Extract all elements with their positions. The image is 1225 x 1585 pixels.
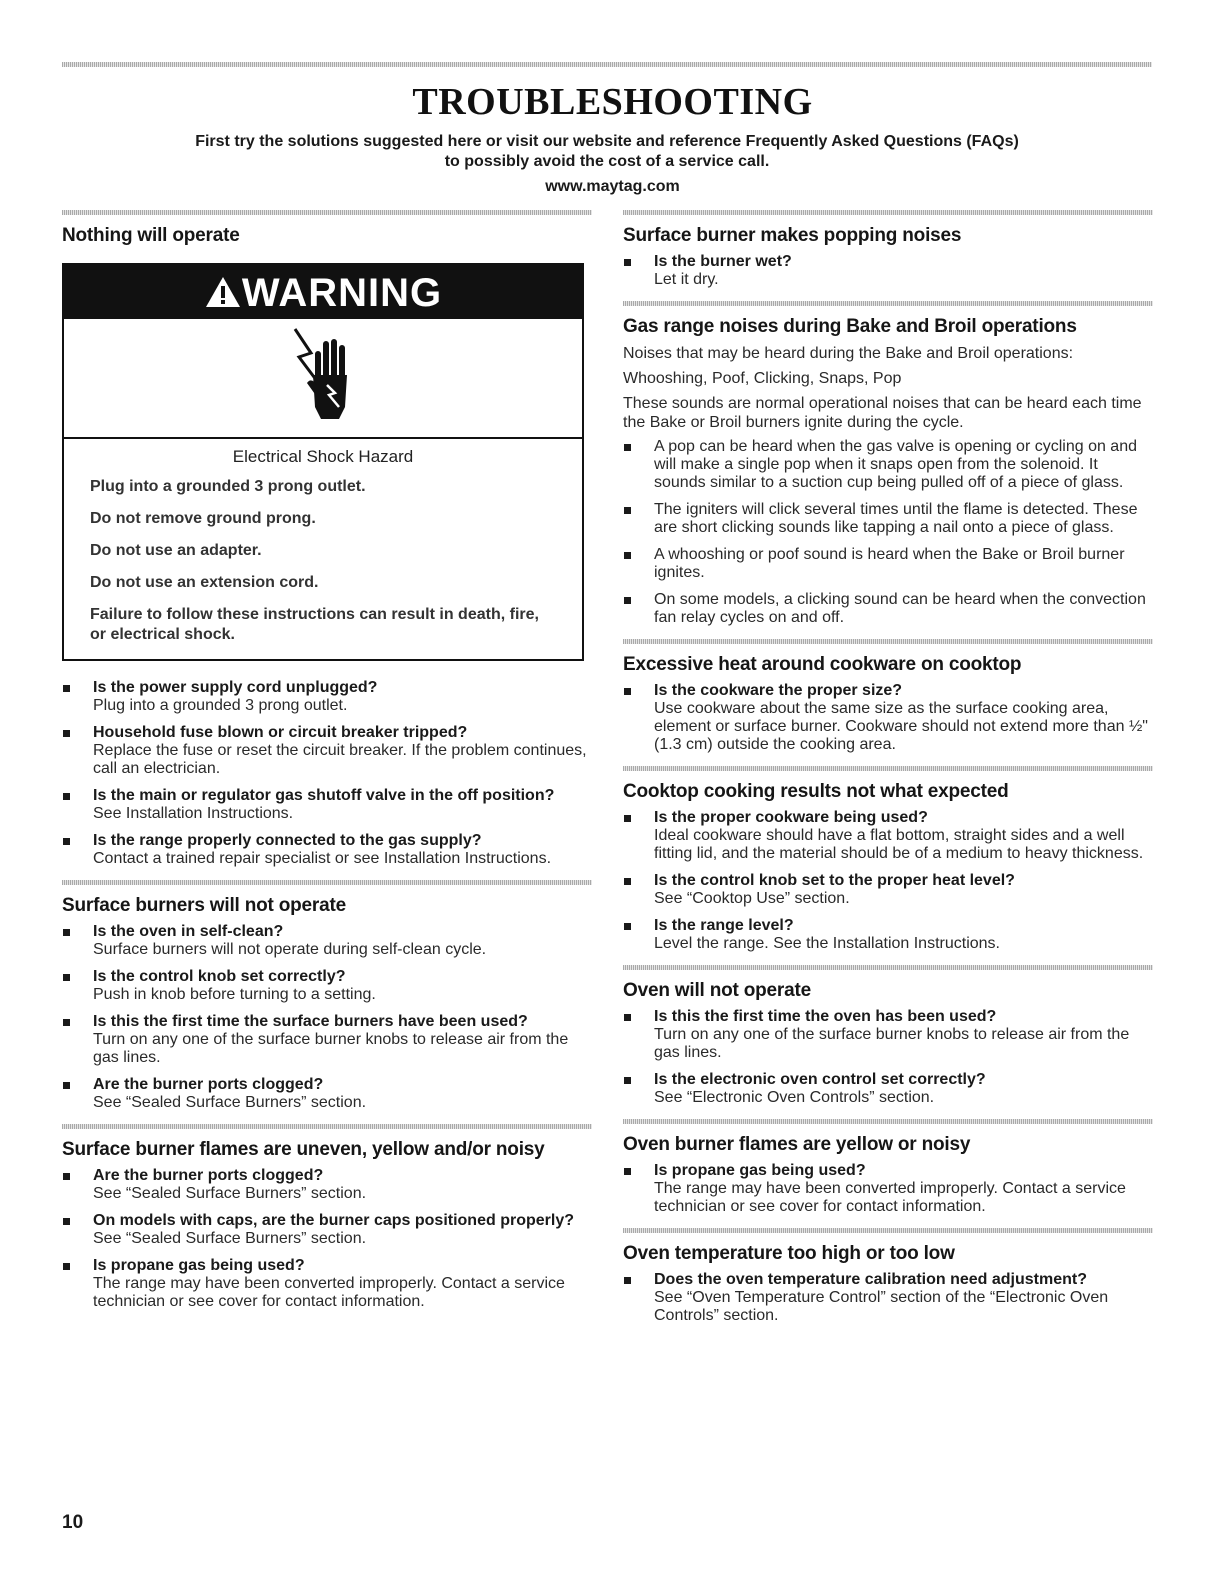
question-list <box>623 253 1153 289</box>
intro-text <box>62 132 1152 172</box>
section-excessive-heat <box>623 639 1153 754</box>
list-item <box>623 546 1153 582</box>
warning-symbol-area <box>64 319 582 439</box>
answer: Use cookware about the same size as the surface cooking area, element or surface burner. Cookware should not extend more than ½" (1.3 cm) outside the cooking area. <box>654 700 1148 753</box>
section-title: Nothing will operate <box>62 225 240 246</box>
list-item <box>62 968 592 1004</box>
section-title: Surface burners will not operate <box>62 895 346 916</box>
question: Is this the first time the oven has been used? <box>654 1008 997 1025</box>
question: Is propane gas being used? <box>93 1257 305 1274</box>
list-item <box>62 1212 592 1248</box>
question: Is propane gas being used? <box>654 1162 866 1179</box>
noise-list <box>623 438 1153 627</box>
question-list <box>623 1162 1153 1216</box>
list-item <box>62 1167 592 1203</box>
list-item <box>62 1013 592 1067</box>
question-list <box>623 809 1153 953</box>
answer: Turn on any one of the surface burner knobs to release air from the gas lines. <box>654 1026 1130 1061</box>
answer: Push in knob before turning to a setting. <box>93 986 376 1003</box>
answer: See “Electronic Oven Controls” section. <box>654 1089 935 1106</box>
item-text: A pop can be heard when the gas valve is opening or cycling on and will make a single pop when it snaps open from the solenoid. It sounds similar to a suction cup being pulled off of a piece of glass. <box>654 438 1137 491</box>
list-item <box>62 787 592 823</box>
section-surface-burners-will-not-operate <box>62 880 592 1112</box>
hazard-name: Electrical Shock Hazard <box>232 447 414 466</box>
intro-line-2: to possibly avoid the cost of a service call. <box>444 153 770 170</box>
question-list <box>623 1271 1153 1325</box>
question-list <box>62 679 592 868</box>
question-list <box>62 923 592 1112</box>
section-divider <box>62 210 592 215</box>
list-item <box>623 1162 1153 1216</box>
answer: Contact a trained repair specialist or see Installation Instructions. <box>93 850 552 867</box>
paragraph: Whooshing, Poof, Clicking, Snaps, Pop <box>623 370 902 387</box>
left-column <box>62 210 592 1323</box>
section-divider <box>623 210 1153 215</box>
question: On models with caps, are the burner caps positioned properly? <box>93 1212 574 1229</box>
answer: Turn on any one of the surface burner knobs to release air from the gas lines. <box>93 1031 569 1066</box>
list-item <box>623 809 1153 863</box>
list-item <box>623 438 1153 492</box>
answer: Let it dry. <box>654 271 719 288</box>
warning-line: Failure to follow these instructions can result in death, fire, or electrical shock. <box>90 606 539 643</box>
section-divider <box>623 1119 1153 1124</box>
list-item <box>623 591 1153 627</box>
list-item <box>623 1271 1153 1325</box>
warning-header <box>64 265 582 319</box>
section-gas-range-noises <box>623 301 1153 627</box>
warning-body <box>64 439 582 659</box>
section-cooktop-results <box>623 766 1153 953</box>
question: Is the electronic oven control set correctly? <box>654 1071 986 1088</box>
section-title: Oven temperature too high or too low <box>623 1243 955 1264</box>
section-oven-temperature <box>623 1228 1153 1325</box>
list-item <box>62 724 592 778</box>
question: Is the power supply cord unplugged? <box>93 679 378 696</box>
question-list <box>623 682 1153 754</box>
answer: The range may have been converted improperly. Contact a service technician or see cover for contact information. <box>93 1275 565 1310</box>
question: Is the control knob set to the proper heat level? <box>654 872 1015 889</box>
list-item <box>62 1076 592 1112</box>
intro-line-1: First try the solutions suggested here or visit our website and reference Frequently Asked Questions (FAQs) <box>195 133 1019 150</box>
section-title: Cooktop cooking results not what expected <box>623 781 1009 802</box>
question: Is the cookware the proper size? <box>654 682 903 699</box>
list-item <box>62 832 592 868</box>
question: Is the control knob set correctly? <box>93 968 346 985</box>
question: Is the main or regulator gas shutoff valve in the off position? <box>93 787 555 804</box>
item-text: A whooshing or poof sound is heard when the Bake or Broil burner ignites. <box>654 546 1125 581</box>
question: Is the oven in self-clean? <box>93 923 284 940</box>
question: Is the range properly connected to the gas supply? <box>93 832 482 849</box>
section-divider <box>623 766 1153 771</box>
section-title: Oven will not operate <box>623 980 811 1001</box>
top-divider <box>62 62 1152 67</box>
section-divider <box>623 301 1153 306</box>
item-text: On some models, a clicking sound can be heard when the convection fan relay cycles on and off. <box>654 591 1146 626</box>
question: Is the burner wet? <box>654 253 792 270</box>
answer: Surface burners will not operate during self-clean cycle. <box>93 941 487 958</box>
list-item <box>62 1257 592 1311</box>
question-list <box>623 1008 1153 1107</box>
answer: Ideal cookware should have a flat bottom, straight sides and a well fitting lid, and the material should be of a medium to heavy thickness. <box>654 827 1144 862</box>
section-title: Surface burner makes popping noises <box>623 225 962 246</box>
section-divider <box>623 965 1153 970</box>
answer: See “Sealed Surface Burners” section. <box>93 1230 367 1247</box>
section-title: Oven burner flames are yellow or noisy <box>623 1134 971 1155</box>
list-item <box>623 917 1153 953</box>
answer: See “Cooktop Use” section. <box>654 890 850 907</box>
page-title: TROUBLESHOOTING <box>412 81 813 123</box>
list-item <box>623 682 1153 754</box>
answer: See “Oven Temperature Control” section of the “Electronic Oven Controls” section. <box>654 1289 1109 1324</box>
question: Household fuse blown or circuit breaker tripped? <box>93 724 468 741</box>
question: Are the burner ports clogged? <box>93 1076 324 1093</box>
warning-line: Do not use an extension cord. <box>90 574 319 591</box>
paragraph: Noises that may be heard during the Bake and Broil operations: <box>623 345 1074 362</box>
question: Is the range level? <box>654 917 794 934</box>
question: Is this the first time the surface burners have been used? <box>93 1013 528 1030</box>
list-item <box>623 1071 1153 1107</box>
website-link[interactable]: www.maytag.com <box>545 178 680 195</box>
right-column <box>623 210 1153 1337</box>
answer: See Installation Instructions. <box>93 805 294 822</box>
question-list <box>62 1167 592 1311</box>
list-item <box>623 872 1153 908</box>
answer: See “Sealed Surface Burners” section. <box>93 1094 367 1111</box>
section-popping-noises <box>623 210 1153 289</box>
section-divider <box>62 1124 592 1129</box>
answer: See “Sealed Surface Burners” section. <box>93 1185 367 1202</box>
section-oven-will-not-operate <box>623 965 1153 1107</box>
warning-line: Do not remove ground prong. <box>90 510 316 527</box>
answer: The range may have been converted improperly. Contact a service technician or see cover for contact information. <box>654 1180 1126 1215</box>
section-nothing-will-operate <box>62 210 592 868</box>
section-divider <box>623 639 1153 644</box>
item-text: The igniters will click several times until the flame is detected. These are short clicking sounds like tapping a nail onto a piece of glass. <box>654 501 1138 536</box>
answer: Level the range. See the Installation Instructions. <box>654 935 1000 952</box>
question: Is the proper cookware being used? <box>654 809 928 826</box>
list-item <box>623 253 1153 289</box>
answer: Plug into a grounded 3 prong outlet. <box>93 697 348 714</box>
warning-label: WARNING <box>241 271 443 315</box>
question: Does the oven temperature calibration need adjustment? <box>654 1271 1087 1288</box>
section-surface-burner-flames <box>62 1124 592 1311</box>
section-oven-burner-flames <box>623 1119 1153 1216</box>
section-title: Gas range noises during Bake and Broil operations <box>623 316 1077 337</box>
warning-line: Plug into a grounded 3 prong outlet. <box>90 478 366 495</box>
warning-triangle-icon <box>204 275 242 309</box>
paragraph: These sounds are normal operational noises that can be heard each time the Bake or Broil burners ignite during the cycle. <box>623 395 1142 431</box>
page-number: 10 <box>62 1512 84 1533</box>
answer: Replace the fuse or reset the circuit breaker. If the problem continues, call an electrician. <box>93 742 587 777</box>
list-item <box>62 923 592 959</box>
question: Are the burner ports clogged? <box>93 1167 324 1184</box>
warning-box <box>62 263 584 661</box>
electrical-shock-hand-icon <box>287 323 357 431</box>
section-title: Excessive heat around cookware on cooktop <box>623 654 1022 675</box>
section-divider <box>623 1228 1153 1233</box>
list-item <box>62 679 592 715</box>
section-divider <box>62 880 592 885</box>
section-title: Surface burner flames are uneven, yellow and/or noisy <box>62 1139 545 1160</box>
warning-line: Do not use an adapter. <box>90 542 262 559</box>
list-item <box>623 501 1153 537</box>
list-item <box>623 1008 1153 1062</box>
